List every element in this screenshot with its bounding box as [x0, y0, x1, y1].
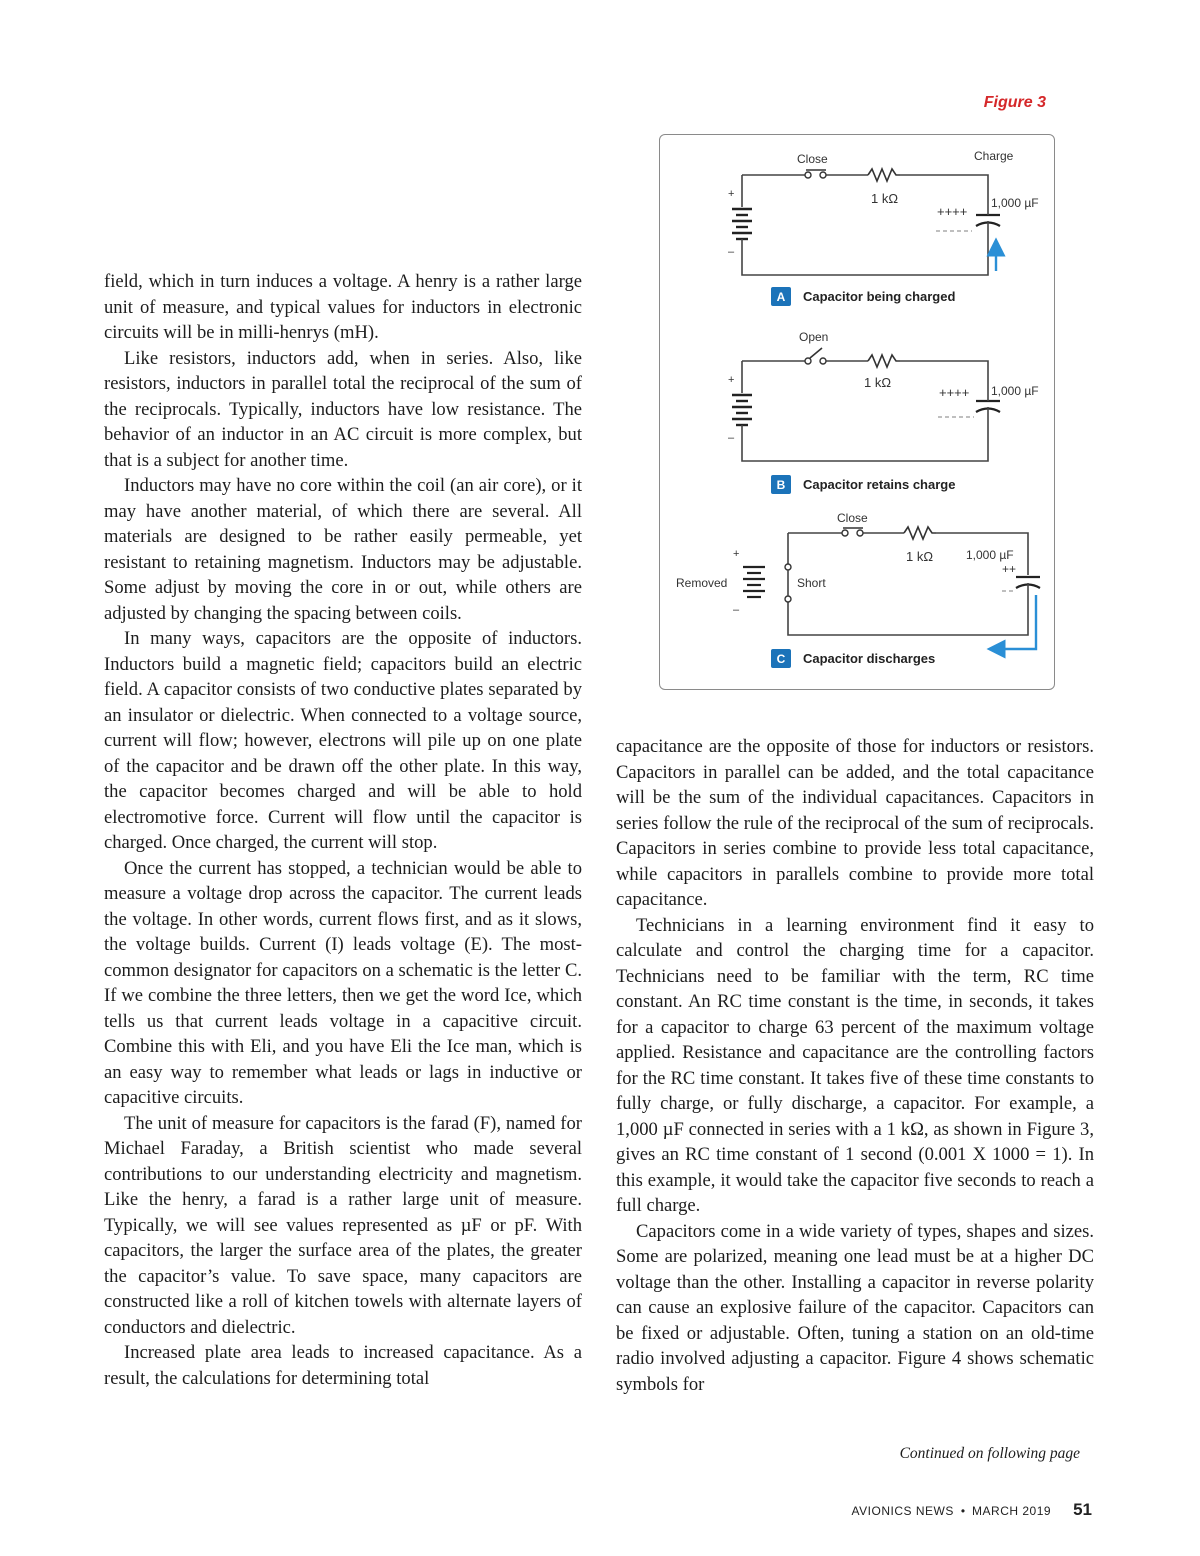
panel-b-circuit — [728, 330, 1039, 494]
page-number: 51 — [1073, 1500, 1092, 1519]
panel-b-battery-plus: + — [728, 374, 735, 386]
panel-b-caption: Capacitor retains charge — [803, 477, 956, 492]
panel-a-caption: Capacitor being charged — [803, 289, 956, 304]
panel-a-switch-label: Close — [797, 152, 828, 166]
footer-separator: • — [960, 1504, 966, 1518]
panel-c-switch-closed — [842, 528, 863, 536]
panel-c-current-arrow — [996, 595, 1036, 649]
publication-name: AVIONICS NEWS — [851, 1504, 954, 1518]
panel-c-short-terminal-bottom — [785, 596, 791, 602]
right-text-column — [616, 734, 1094, 1397]
panel-a-battery — [732, 209, 752, 245]
paragraph: Capacitors come in a wide variety of types, shapes and sizes. Some are polarized, meaning one lead must be at a higher DC voltage than the other. Installing a capacitor in reverse polarity can cause an explosive failure of the capacitor. Capacitors can be fixed or adjustable. Often, tuning a station on an old-time radio involved adjusting a capacitor. Figure 4 shows schematic symbols for — [616, 1220, 1094, 1395]
panel-b-badge: B — [776, 478, 786, 492]
panel-c-removed-label: Removed — [676, 576, 728, 590]
panel-a-resistor — [868, 169, 900, 181]
paragraph: The unit of measure for capacitors is the farad (F), named for Michael Faraday, a British scientist who made several contributions to our understanding electricity and magnetism. Like the henry, a farad is a rather large unit of measure. Typically, we will see values represented as µF or pF. With capacitors, the larger the surface area of the plates, the greater the capacitor’s value. To save space, many capacitors are constructed like a roll of kitchen towels with alternate layers of conductors and dielectric. — [104, 1112, 582, 1338]
panel-a-resistor-label: 1 kΩ — [871, 191, 899, 206]
panel-c-resistor — [904, 527, 936, 539]
panel-b-resistor-label: 1 kΩ — [864, 375, 892, 390]
panel-a-capacitor-label: 1,000 µF — [991, 196, 1039, 210]
issue-date: MARCH 2019 — [972, 1504, 1052, 1518]
panel-c-capacitor — [1016, 577, 1040, 595]
panel-c-battery-removed — [743, 567, 765, 597]
panel-b-switch-label: Open — [799, 330, 829, 344]
panel-b-capacitor-label: 1,000 µF — [991, 384, 1039, 398]
panel-c-battery-minus: – — [733, 604, 740, 616]
panel-b-switch-open — [805, 348, 826, 364]
panel-a-battery-plus: + — [728, 188, 735, 200]
figure-3-circuit-diagram — [659, 134, 1055, 690]
panel-a-circuit — [728, 149, 1039, 306]
paragraph: field, which in turn induces a voltage. A henry is a rather large unit of measure, and typical values for inductors in electronic circuits will be in milli-henrys (mH). — [104, 271, 582, 343]
figure-title: Figure 3 — [983, 94, 1046, 111]
paragraph: Like resistors, inductors add, when in series. Also, like resistors, inductors in parallel total the reciprocal of the sum of the reciprocals. Typically, inductors have low resistance. The behavior of an inductor in an AC circuit is more complex, but that is a subject for another time. — [104, 347, 582, 471]
paragraph: Inductors may have no core within the coil (an air core), or it may have another material, of which there are several. All materials are designed to be rather easily permeable, yet resistant to retaining magnetism. Inductors may be adjustable. Some adjust by moving the core in or out, while others are adjusted by changing the spacing between coils. — [104, 475, 582, 624]
panel-c-resistor-label: 1 kΩ — [906, 549, 934, 564]
panel-a-switch-closed — [805, 170, 826, 178]
panel-c-capacitor-label: 1,000 µF — [966, 548, 1014, 562]
continued-note: Continued on following page — [899, 1445, 1080, 1462]
paragraph: In many ways, capacitors are the opposite of inductors. Inductors build a magnetic field; capacitors build an electric field. A capacitor consists of two conductive plates separated by an insulator or dielectric. When connected to a voltage source, current will flow; however, electrons will pile up on one plate of the capacitor and be drawn off the other plate. In this way, the capacitor becomes charged and will be able to hold electromotive force. Current will flow until the capacitor is charged. Once charged, the current will stop. — [104, 628, 582, 853]
panel-b-battery-minus: – — [728, 432, 735, 444]
page-footer — [780, 1500, 1092, 1520]
panel-a-plate-charges: ++++ — [937, 204, 968, 219]
panel-c-badge: C — [776, 652, 786, 666]
paragraph: capacitance are the opposite of those for inductors or resistors. Capacitors in parallel can be added, and the total capacitance will be the sum of the individual capacitances. Capacitors in series follow the rule of the reciprocal of the sum of reciprocals. Capacitors in series combine to provide less total capacitance, while capacitors in parallels combine to provide more total capacitance. — [616, 736, 1094, 910]
left-text-column — [104, 269, 582, 1391]
panel-c-switch-label: Close — [837, 511, 868, 525]
panel-c-battery-plus: + — [733, 548, 740, 560]
panel-b-resistor — [868, 355, 900, 367]
panel-a-state-label: Charge — [974, 149, 1014, 163]
panel-a-badge: A — [776, 290, 786, 304]
panel-c-short-terminal-top — [785, 564, 791, 570]
paragraph: Increased plate area leads to increased capacitance. As a result, the calculations for determining total — [104, 1342, 582, 1389]
circuit-diagram-svg — [660, 135, 1056, 691]
paragraph: Once the current has stopped, a technician would be able to measure a voltage drop across the capacitor. The current leads the voltage. In other words, current flows first, and as it slows, the voltage builds. Current (I) leads voltage (E). The most-common designator for capacitors on a schematic is the letter C. If we combine the three letters, then we get the word Ice, which tells us that current leads voltage in a capacitive circuit. Combine this with Eli, and you have Eli the Ice man, which is an easy way to remember what leads or lags in inductive or capacitive circuits. — [104, 857, 582, 1108]
panel-c-plate-charges: ++ — [1002, 562, 1017, 576]
panel-a-battery-minus: – — [728, 246, 735, 258]
panel-c-caption: Capacitor discharges — [803, 651, 936, 666]
panel-b-plate-charges: ++++ — [939, 385, 970, 400]
panel-b-battery — [732, 395, 752, 431]
panel-c-circuit — [676, 511, 1040, 668]
paragraph: Technicians in a learning environment find it easy to calculate and control the charging time for a capacitor. Technicians need to be familiar with the term, RC time constant. An RC time constant is the time, in seconds, it takes for a capacitor to charge 63 percent of the maximum voltage applied. Resistance and capacitance are the controlling factors for the RC time constant. It takes five of these time constants to fully charge, or fully discharge, a capacitor. For example, a 1,000 µF connected in series with a 1 kΩ, as shown in Figure 3, gives an RC time constant of 1 second (0.001 X 1000 = 1). In this example, it would take the capacitor five seconds to reach a full charge. — [616, 914, 1094, 1216]
panel-c-short-label: Short — [797, 576, 826, 590]
